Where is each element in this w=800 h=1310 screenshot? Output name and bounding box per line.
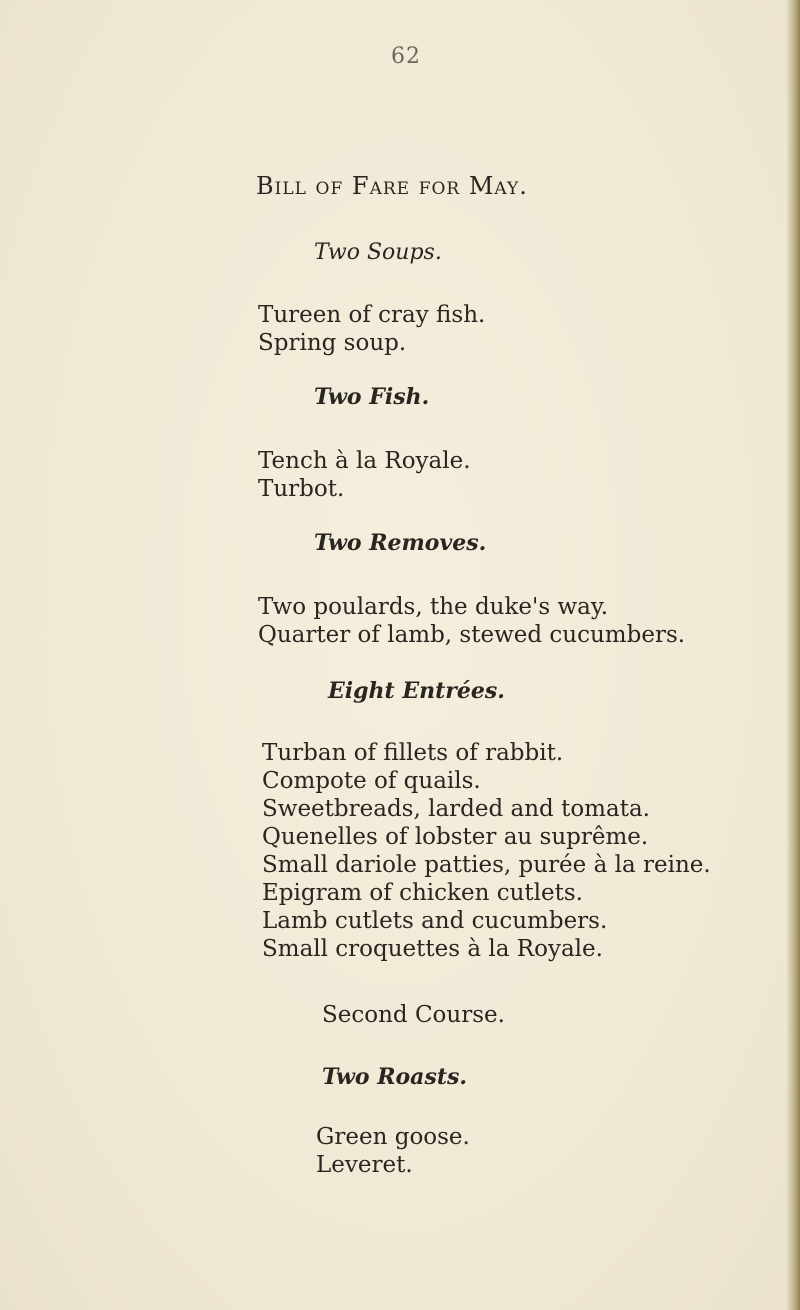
section-heading-soups: Two Soups.	[314, 240, 442, 265]
section-heading-entrees: Eight Entrées.	[328, 678, 505, 704]
menu-item: Tench à la Royale.	[258, 448, 471, 474]
menu-item: Turbot.	[258, 476, 345, 502]
section-heading-fish: Two Fish.	[314, 384, 430, 410]
menu-item: Epigram of chicken cutlets.	[262, 880, 583, 906]
page-edge-shadow	[786, 0, 800, 1310]
section-heading-roasts: Two Roasts.	[322, 1064, 468, 1090]
menu-item: Small croquettes à la Royale.	[262, 936, 603, 962]
section-heading-removes: Two Removes.	[314, 530, 487, 556]
menu-item: Small dariole patties, purée à la reine.	[262, 852, 711, 878]
menu-item: Spring soup.	[258, 330, 407, 356]
menu-item: Sweetbreads, larded and tomata.	[262, 796, 650, 822]
menu-item: Tureen of cray fish.	[258, 302, 486, 328]
menu-item: Compote of quails.	[262, 768, 481, 794]
menu-item: Quenelles of lobster au suprême.	[262, 824, 649, 850]
menu-item: Lamb cutlets and cucumbers.	[262, 908, 608, 934]
menu-item: Turban of fillets of rabbit.	[262, 740, 564, 766]
menu-item: Green goose.	[316, 1124, 470, 1150]
page-title: Bill of Fare for May.	[256, 172, 528, 200]
menu-item: Leveret.	[316, 1152, 413, 1178]
page-number: 62	[391, 44, 421, 69]
menu-item: Quarter of lamb, stewed cucumbers.	[258, 622, 686, 648]
second-course-heading: Second Course.	[322, 1002, 505, 1028]
menu-item: Two poulards, the duke's way.	[258, 594, 609, 620]
